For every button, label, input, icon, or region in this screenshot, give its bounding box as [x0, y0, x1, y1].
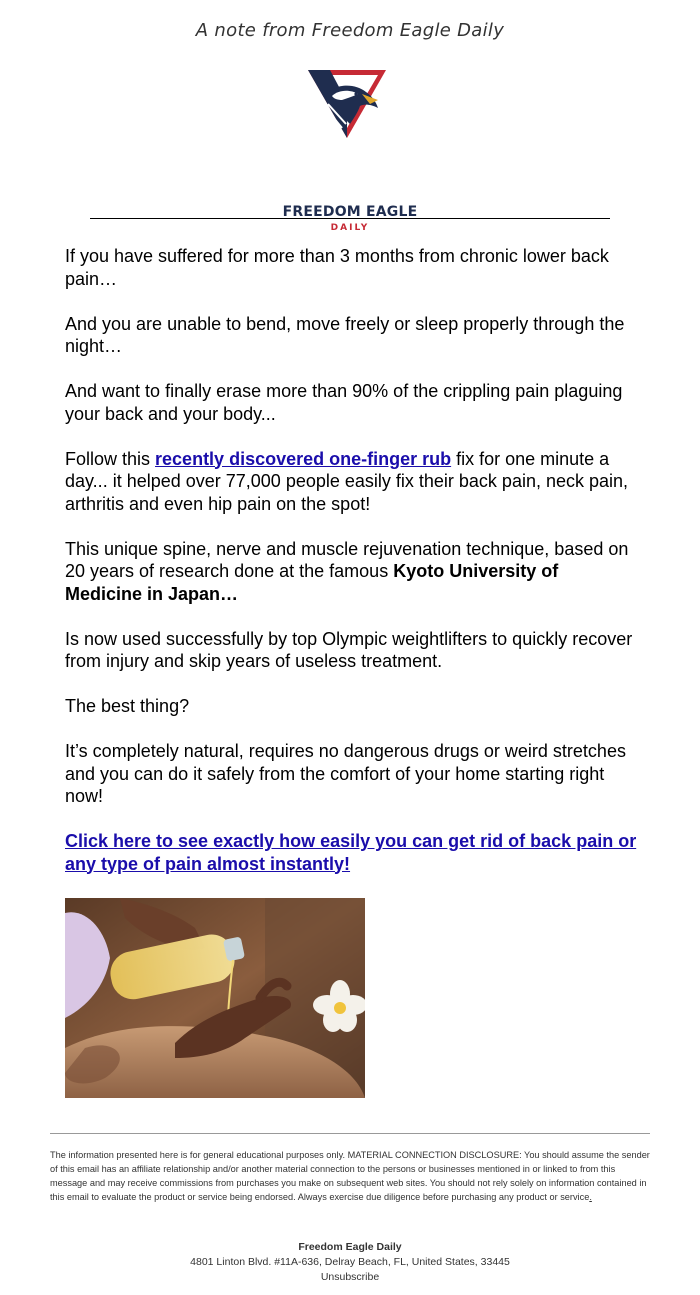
- paragraph-4-post: fix for one minute a day... it helped over 77,000 people easily fix their back pain, neck pain, arthritis and even hip pain on the spot!: [65, 448, 629, 514]
- paragraph-8: It’s completely natural, requires no dangerous drugs or weird stretches and you can do it safely from the comfort of your home starting right now!: [65, 741, 626, 806]
- paragraph-4-pre: Follow this: [65, 448, 156, 469]
- one-finger-rub-link[interactable]: recently discovered one-finger rub: [155, 448, 452, 469]
- footer-company: Freedom Eagle Daily: [298, 1241, 402, 1253]
- paragraph-5-pre: This unique spine, nerve and muscle rejuvenation technique, based on 20 years of research done at the famous: [65, 538, 629, 581]
- paragraph-4: [65, 448, 640, 516]
- logo-sub: DAILY: [330, 223, 370, 233]
- cta-paragraph: [65, 830, 640, 875]
- header-note: A note from Freedom Eagle Daily: [195, 20, 505, 41]
- disclosure-text: The information presented here is for general educational purposes only. MATERIAL CONNECTION DISCLOSURE: You should assume the sender of this email has an affiliate relationship and/or another material connection to the persons or businesses mentioned in or linked to from this message and may receive commissions from purchases you make on subsequent web sites. You should not rely solely on information contained in this email to evaluate the product or service being endorsed. Always exercise due diligence before purchasing any product or service: [50, 1150, 650, 1202]
- footer-divider: [50, 1133, 650, 1134]
- paragraph-6: Is now used successfully by top Olympic weightlifters to quickly recover from injury and skip years of useless treatment.: [65, 628, 633, 671]
- cta-link[interactable]: Click here to see exactly how easily you can get rid of back pain or any type of pain almost instantly!: [65, 831, 637, 874]
- unsubscribe-link[interactable]: Unsubscribe: [320, 1271, 380, 1283]
- massage-photo-icon: [65, 898, 365, 1098]
- massage-oil-photo[interactable]: [65, 898, 365, 1098]
- freedom-eagle-logo[interactable]: [280, 66, 420, 233]
- paragraph-2: And you are unable to bend, move freely or sleep properly through the night…: [65, 313, 625, 356]
- paragraph-5: [65, 538, 640, 606]
- paragraph-5-bold: Kyoto University of Medicine in Japan…: [65, 561, 559, 604]
- header-divider: [90, 218, 610, 219]
- paragraph-7: The best thing?: [65, 696, 190, 716]
- paragraph-3: And want to finally erase more than 90% of the crippling pain plaguing your back and your body...: [65, 381, 623, 424]
- logo-name: FREEDOM EAGLE: [282, 204, 418, 220]
- eagle-emblem-icon: [280, 66, 420, 170]
- email-body: [65, 245, 640, 898]
- email-footer: [0, 1240, 700, 1285]
- disclosure-end-link[interactable]: .: [589, 1192, 592, 1202]
- material-disclosure: [50, 1148, 650, 1204]
- paragraph-1: If you have suffered for more than 3 months from chronic lower back pain…: [65, 246, 609, 289]
- footer-address: 4801 Linton Blvd. #11A-636, Delray Beach, FL, United States, 33445: [190, 1256, 510, 1268]
